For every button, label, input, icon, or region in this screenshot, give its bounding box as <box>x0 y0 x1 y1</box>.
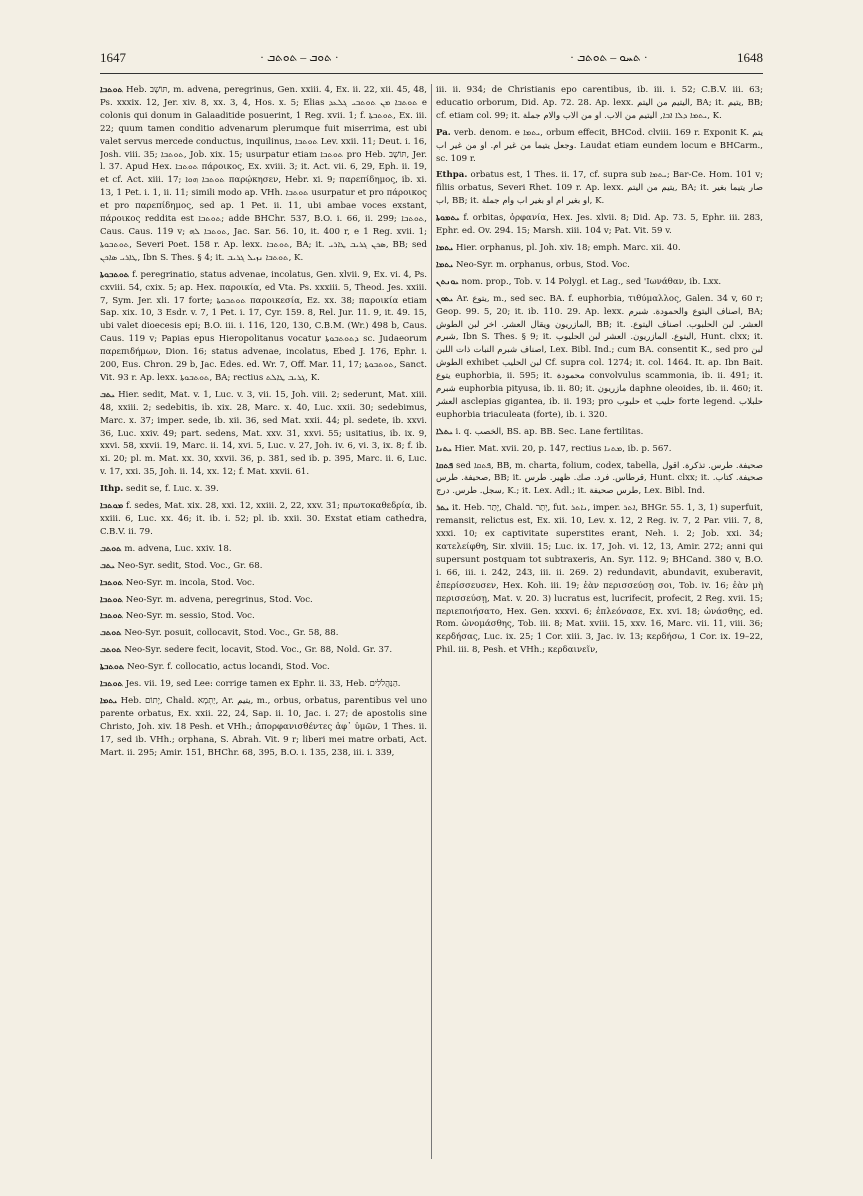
dictionary-entry <box>100 84 427 265</box>
entry-lemma: Ithp. <box>100 484 124 495</box>
entry-text: Hier. orphanus, pl. Joh. xiv. 18; emph. Marc. xii. 40. <box>455 242 681 253</box>
dictionary-entry <box>100 610 427 623</box>
entry-text: i. q. الخصب, BS. ap. BB. Sec. Lane fertilitas. <box>455 426 644 437</box>
entry-text: Jes. vii. 19, sed Lee: corrige tamen ex Ephr. ii. 33, Heb. הַנַּהֲלֹלִים. <box>125 679 401 690</box>
entry-lemma: ܬܘܬܒܬܐ <box>100 662 125 673</box>
entry-lemma: ܝܬܘܢ <box>436 293 454 304</box>
dictionary-entry <box>100 560 427 573</box>
right-column <box>436 84 763 1159</box>
entry-text: iii. ii. 934; de Christianis epo carentibus, ib. iii. i. 52; C.B.V. iii. 63; educatio orborum, Did. Ap. 72. 28. Ap. lexx. اليتيم من اليتم, BA; it. يتيم, BB; cf. etiam col. 99; it. ܝܬܡܐ ܕܠܐ ܐܒܐ, اليتيم من الاب. او من الاب والام جملة, K. <box>436 85 763 121</box>
dictionary-entry <box>436 276 763 289</box>
dictionary-entry <box>436 242 763 255</box>
entry-lemma: ܬܘܬܒܘܬܐ <box>100 269 130 280</box>
entry-text: m. advena, Luc. xxiv. 18. <box>124 543 232 554</box>
entry-text: nom. prop., Tob. v. 14 Polygl. et Lag., sed 'Ιωνάθαν, ib. Lxx. <box>461 276 722 287</box>
entry-lemma: ܝܬܡܐ <box>436 242 454 253</box>
entry-text: Neo-Syr. sedit, Stod. Voc., Gr. 68. <box>117 560 263 571</box>
dictionary-entry <box>100 389 427 479</box>
running-head-right: · ܬܚܘ – ܬܘܬܒ · <box>570 50 648 64</box>
running-head-left: · ܬܘܒ – ܬܘܬܒ · <box>260 50 339 64</box>
entry-lemma: ܬܘܬܒܐ <box>100 577 123 588</box>
entry-text: f. orbitas, ὀρφανία, Hex. Jes. xlvii. 8; Did. Ap. 73. 5, Ephr. iii. 283, Ephr. ed. Ov. 294. 15; Marsh. xiii. 104 v; Pat. Vit. 59 v. <box>436 213 763 237</box>
page-number-left: 1647 <box>100 50 126 65</box>
entry-lemma: Pa. <box>436 127 451 138</box>
entry-lemma: ܝܬܒ <box>100 560 115 571</box>
dictionary-entry <box>100 594 427 607</box>
entry-text: Heb. תּוֹשָׁב, m. advena, peregrinus, Gen. xxiii. 4, Ex. ii. 22, xii. 45, 48, Ps. xxxix. 12, Jer. xiv. 8, xx. 3, 4, Hos. x. 5; Elias ܬܘܬܒܐ ܡܢ ܬܘܬܒܝ ܓܠܥܕ e colonis qui donum in Galaaditide posuerint, 1 Reg. xvii. 1; f. ܬܘܬܒܬܐ, Ex. iii. 22; quum tamen conditio advenarum plerumque fuit miserrima, est ubi valet servus mercede conductus, inquilinus, ܬܘܬܒܐ Lev. xxii. 11; Deut. i. 16, Josh. viii. 35; ܬܘܬܒܐ, Job. xix. 15; usurpatur etiam ܬܘܬܒܐ pro Heb. תּוֹשָׁב, Jer. l. 37. Apud Hex. ܬܘܬܒܐ πάροικος, Ex. xviii. 3; it. Act. vii. 6, 29, Eph. ii. 19, et cf. Act. xiii. 17; ܬܘܬܒܐ ܗܘܐ παρῴκησεν, Hebr. xi. 9; παρεπίδημος, ib. xi. 13, 1 Pet. i. 1, ii. 11; simili modo ap. VHh. ܬܘܬܒܐ usurpatur et pro πάροικος et pro παρεπίδημος, sed ap. 1 Pet. ii. 11, ubi ambae voces exstant, πάροικος reddita est ܬܘܬܒܐ; adde BHChr. 537, B.O. i. 66, ii. 299; ܬܘܬܒܐ, Caus. Caus. 119 v; ܬܘܬܒܐ ܠܗ, Jac. Sar. 56. 10, it. 400 r, e 1 Reg. xvii. 1; ܬܘܬܒܘܬܐ, Severi Poet. 158 r. Ap. lexx. ܬܘܬܒܐ, BA; it. ܣܟܢ ܓܪܝܒ ܛܐܪܝ, BB; sed ܛܐܪܝ ܣܐܟܢ, Ibn S. Thes. § 4; it. ܬܘܬܒܐ ܢܙܝܠ ܓܪܝܒ, K. <box>100 85 427 263</box>
entry-lemma: ܦܬܩܐ <box>436 460 454 471</box>
entry-text: Neo-Syr. f. collocatio, actus locandi, Stod. Voc. <box>127 662 330 673</box>
entry-lemma: Ethpa. <box>436 170 468 181</box>
column-divider <box>431 84 432 1159</box>
entry-text: Neo-Syr. m. incola, Stod. Voc. <box>125 577 255 588</box>
dictionary-entry <box>100 269 427 385</box>
entry-text: Neo-Syr. m. orphanus, orbus, Stod. Voc. <box>455 259 630 270</box>
entry-text: Hier. Mat. xvii. 20, p. 147, rectius ܡܬܢܐ, ib. p. 567. <box>454 443 672 454</box>
entry-text: Hier. sedit, Mat. v. 1, Luc. v. 3, vii. 15, Joh. viii. 2; sederunt, Mat. xiii. 48, xxiii. 2; sedebitis, ib. xix. 28, Marc. x. 40, Luc. xxii. 30; sedebimus, Marc. x. 37; imper. sede, ib. xii. 36, sed Mat. xxii. 44; pl. sedete, ib. xxvi. 36, Luc. xxiv. 49; part. sedens, Mat. xxv. 31, xxvi. 55; usitatius, ib. ix. 9, xxvi. 58, xxvii. 19, Marc. ii. 14, xvi. 5, Luc. v. 27, Joh. iv. 6, vi. 3, ix. 8; f. ib. xi. 20; pl. m. Mat. xx. 30, xxvii. 36, p. 381, sed ib. p. 395, Marc. ii. 6, Luc. v. 17, xxi. 35, Joh. ii. 14, xx. 12; f. Mat. xxvii. 61. <box>100 389 427 478</box>
dictionary-entry <box>436 127 763 166</box>
dictionary-entry <box>100 483 427 496</box>
dictionary-entry <box>100 644 427 657</box>
dictionary-entry <box>436 426 763 439</box>
entry-lemma: ܝܬܪ <box>436 503 450 514</box>
entry-lemma: ܬܘܬܒ <box>100 543 122 554</box>
entry-lemma: ܡܘܬܒܐ <box>100 501 124 512</box>
entry-lemma: ܬܘܬܒ <box>100 645 122 656</box>
entry-text: Neo-Syr. m. advena, peregrinus, Stod. Voc. <box>125 594 313 605</box>
dictionary-entry <box>100 543 427 556</box>
entry-text: f. peregrinatio, status advenae, incolatus, Gen. xlvii. 9, Ex. vi. 4, Ps. cxviii. 54, cxix. 5; ap. Hex. παροικία, ed Vta. Ps. xxxiii. 5, Theod. Jes. xxiii. 7, Sym. Jer. xli. 17 forte; ܬܘܬܒܘܬܐ παροικεσία, Ez. xx. 38; παροικία etiam Sap. xix. 10, 3 Esdr. v. 7, 1 Pet. i. 17, Cyr. 159. 8, Rel. Jur. 11. 9, it. 49. 15, ubi valet dioecesis epi; B.O. iii. i. 116, 120, 130, C.B.M. (Wr.) 498 b, Caus. Caus. 119 v; Papias epus Hieropolitanus vocatur ܕܬܘܬܒܘܬܐ sc. Judaeorum παρεπιδήμων, Dion. 16; status advenae, incolatus, Ebed J. 176, Ephr. i. 200, Eus. Chron. 29 b, Jac. Edes. ed. Wr. 7, Off. Mar. 11, 17; ܬܘܬܒܘܬܐ, Sanct. Vit. 93 r. Ap. lexx. ܬܘܬܒܘܬܐ, BA; rectius ܓܪܝܒ ܛܐܠܬ, K. <box>100 269 427 383</box>
dictionary-entry <box>436 460 763 499</box>
dictionary-entry <box>100 695 427 760</box>
entry-text: orbatus est, 1 Thes. ii. 17, cf. supra sub ܝܬܡܐ; Bar-Ce. Hom. 101 v; filiis orbatus, Severi Rhet. 109 r. Ap. lexx. يتيم من اليتم, BA; it. صار يتيما بغير اب, BB; it. او بغير ام او بغير اب وام جملة, K. <box>436 170 763 207</box>
entry-lemma: ܝܬܡܐ <box>100 695 118 706</box>
entry-lemma: ܬܘܬܒܐ <box>100 85 123 95</box>
page-number-right: 1648 <box>737 50 763 65</box>
entry-text: Neo-Syr. sedere fecit, locavit, Stod. Voc., Gr. 88, Nold. Gr. 37. <box>124 645 393 656</box>
left-column <box>100 84 427 1159</box>
entry-lemma: ܝܬܠܐ <box>436 426 453 437</box>
dictionary-entry <box>100 661 427 674</box>
dictionary-entry <box>100 577 427 590</box>
entry-text: sed ܦܬܩܐ, BB, m. charta, folium, codex, tabella, صحيفة. طرس. تذكرة. اقول صحيفة. طرس, BB; it. قرطاس. فرد. صك. ظهير. طرس, Hunt. clxx; it. صحيفة. كتاب. سجل. طرس. درج, K.; it. Lex. Adl.; it. طرس صحيفة, Lex. Bibl. Ind. <box>436 460 763 497</box>
dictionary-entry <box>436 443 763 456</box>
entry-lemma: ܬܘܬܒܐ <box>100 611 123 622</box>
entry-lemma: ܝܬܡܐ <box>436 259 454 270</box>
dictionary-entry <box>436 502 763 657</box>
header-rule <box>100 73 763 74</box>
entry-lemma: ܝܬܒ <box>100 389 115 400</box>
dictionary-entry <box>100 678 427 691</box>
entry-text: Heb. יָתוֹם, Chald. יַתְמָא, Ar. يتيم, m., orbus, orbatus, parentibus vel uno parente orbatus, Ex. xxii. 22, 24, Sap. ii. 10, Jac. i. 27; de apostolis sine Christo, Joh. xiv. 18 Pesh. et VHh.; ἀπορφανισθέντες ἀφ᾽ ὑμῶν, 1 Thes. ii. 17, sed ib. VHh.; orphana, S. Abrah. Vit. 9 r; liberi mei matre orbati, Act. Mart. ii. 295; Amir. 151, BHChr. 68, 395, B.O. i. 135, 238, iii. i. 339, <box>100 695 427 758</box>
entry-text: f. sedes, Mat. xix. 28, xxi. 12, xxiii. 2, 22, xxv. 31; πρωτοκαθεδρία, ib. xxiii. 6, Luc. xx. 46; it. ib. i. 52; pl. ib. xxii. 30. Exstat etiam cathedra, C.B.V. ii. 79. <box>100 501 427 537</box>
entry-text: Neo-Syr. posuit, collocavit, Stod. Voc., Gr. 58, 88. <box>124 628 339 639</box>
dictionary-entry <box>436 84 763 123</box>
entry-text: it. Heb. יָתַר, Chald. יְתַר, fut. ܢܐܬܪ, imper. ܐܬܪ, BHGr. 55. 1, 3, 1) superfuit, remansit, relictus est, Ex. xii. 10, Lev. x. 12, 2 Reg. iv. 7, 2 Par. viii. 7, 8, xxxi. 10; ex captivitate superstites erant, Neh. i. 2; Job. xxi. 34; κατελείφθη, Sir. xlviii. 15; Luc. ix. 17, Joh. vi. 12, 13, Amir. 272; anni qui supersunt postquam tot subtraxeris, An. Syr. 112. 9; BHCand. 380 v, B.O. i. 66, iii. i. 242, 243, iii. ii. 269. 2) redundavit, abundavit, exuberavit, ἐπερίσσευσεν, Hex. Koh. iii. 19; ἐὰν περισσεύσῃ σοι, Tob. iv. 16; ἐὰν μὴ περισσεύσῃ, Mat. v. 20. 3) lucratus est, lucrifecit, profecit, 2 Reg. xvii. 15; περιεποιήσατο, Hex. Gen. xxxvi. 6; ἐπλεόνασε, Ex. xvi. 18; ὠνάσθης, ed. Rom. ὠνομάσθης, Tob. iii. 8; Mat. xviii. 15, xxv. 16, Marc. vii. 11, viii. 36; κερδήσας, Luc. ix. 25; 1 Cor. xiii. 3, Jac. iv. 13; κερδήσω, 1 Cor. ix. 19–22, Phil. iii. 8, Pesh. et VHh.; κερδαινεῖν, <box>436 503 763 656</box>
dictionary-entry <box>100 500 427 539</box>
dictionary-entry <box>436 169 763 208</box>
entry-text: verb. denom. e ܝܬܡܐ, orbum effecit, BHCod. clviii. 169 r. Exponit K. يتم وجعل يتيما من غير ام. او من غير اب. Laudat etiam eundem locum e BHCarm., sc. 109 r. <box>436 127 763 164</box>
entry-text: sedit se, f. Luc. x. 39. <box>125 484 219 495</box>
entry-lemma: ܬܘܬܒܐ <box>100 679 123 690</box>
entry-lemma: ܬܘܬܒܐ <box>100 594 123 605</box>
entry-text: Neo-Syr. m. sessio, Stod. Voc. <box>125 611 255 622</box>
entry-lemma: ܝܬܡܘܬܐ <box>436 213 460 224</box>
dictionary-entry <box>436 212 763 238</box>
dictionary-entry <box>436 259 763 272</box>
dictionary-entry <box>100 627 427 640</box>
entry-lemma: ܬܘܬܒ <box>100 628 122 639</box>
page-header <box>100 50 763 72</box>
dictionary-entry <box>436 293 763 422</box>
entry-text: Ar. يتوع, m., sed sec. BA. f. euphorbia, τιθύμαλλος, Galen. 34 v, 60 r; Geop. 99. 5, 20; it. ib. 110. 29. Ap. lexx. اصناف اليتوع والحمودة. شبرم, BA; المازريون ويقال العشر. اخر لبن الطوش, BB; it. العشر. لبن الحلبوب. اصناف اليتوع. شبرم, Ibn S. Thes. § 9; it. اليتوع. المازريون. العشر لبن الحليوب, Hunt. clxx; it. اصناف شبرم النبات ذات اللبن, Lex. Bibl. Ind.; cum BA. consentit K., sed pro لبن الطوش exhibet لبن الحليب Cf. supra col. 1274; it. col. 1464. It. ap. Ibn Bait. يتوع euphorbia, ii. 595; it. محمودة convolvulus scammonia, ib. ii. 491; it. شبرم euphorbia pityusa, ib. ii. 80; it. مازريون daphne oleoides, ib. ii. 460; it. العشر asclepias gigantea, ib. ii. 193; pro حلبوب et حليب forte legend. حلبلاب euphorbia triaculeata (forte), ib. i. 320. <box>436 293 763 420</box>
entry-lemma: ܝܬܢܐ <box>436 443 452 454</box>
entry-lemma: ܝܘܢܬܢ <box>436 276 459 287</box>
